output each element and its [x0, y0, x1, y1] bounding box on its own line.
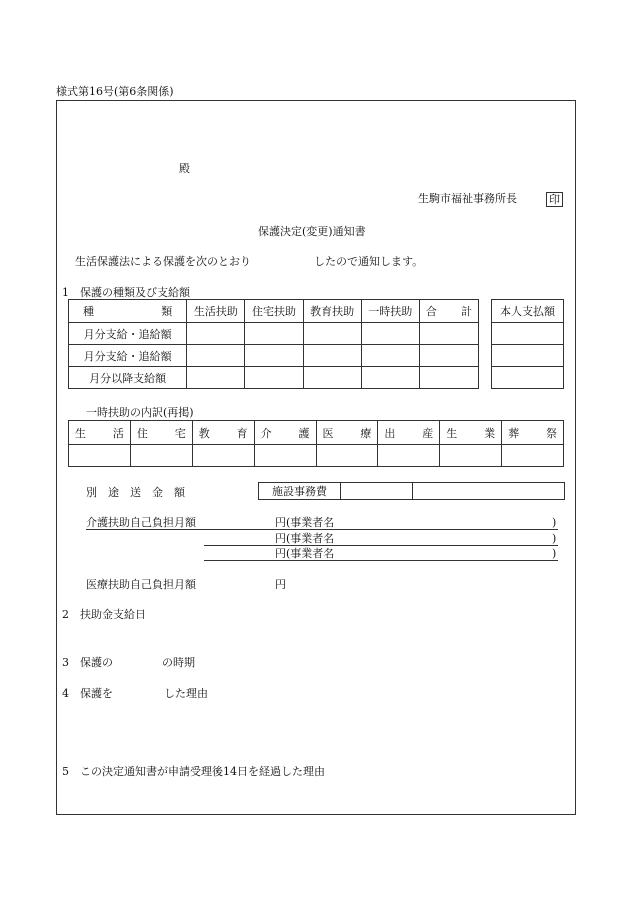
- cell: [419, 345, 478, 367]
- cell: [492, 345, 564, 367]
- seal: 印: [546, 192, 563, 207]
- section5: 5 この決定通知書が申請受理後14日を経過した理由: [62, 765, 325, 778]
- form-number: 様式第16号(第6条関係): [56, 85, 174, 98]
- cell: [245, 367, 303, 389]
- document-title: 保護決定(変更)通知書: [258, 225, 366, 238]
- header-living: 生活扶助: [187, 300, 245, 323]
- header-type: 種 類: [69, 300, 187, 323]
- header-housing: 住宅扶助: [245, 300, 303, 323]
- cell: [419, 367, 478, 389]
- section3-b: の時期: [162, 656, 195, 669]
- medical-copay-label: 医療扶助自己負担月額: [86, 578, 196, 591]
- header-funeral: 葬 祭: [502, 421, 564, 445]
- recipient-suffix: 殿: [179, 162, 190, 175]
- cell: [303, 345, 361, 367]
- cell: [187, 323, 245, 345]
- facility-fee-table: [258, 482, 565, 500]
- care-line-2: 円(事業者名: [275, 532, 335, 545]
- header-total: 合 計: [419, 300, 478, 323]
- cell: [413, 483, 565, 500]
- care-line-2-rule: [204, 545, 558, 546]
- temporary-breakdown-title: 一時扶助の内訳(再掲): [86, 406, 194, 419]
- header-housing: 住 宅: [130, 421, 192, 445]
- cell: [192, 445, 254, 467]
- header-living: 生 活: [69, 421, 131, 445]
- header-education: 教育扶助: [303, 300, 361, 323]
- header-nursing: 介 護: [254, 421, 316, 445]
- cell: [502, 445, 564, 467]
- cell: [440, 445, 502, 467]
- header-medical: 医 療: [316, 421, 378, 445]
- cell: [245, 323, 303, 345]
- care-line-3-rule: [204, 560, 558, 561]
- issuer: 生駒市福祉事務所長: [418, 192, 517, 205]
- row-label: 月分支給・追給額: [69, 323, 187, 345]
- care-line-3-close: ): [552, 547, 557, 560]
- temporary-breakdown-table: [68, 420, 564, 467]
- cell: [492, 323, 564, 345]
- section4-b: した理由: [164, 687, 208, 700]
- care-line-1-close: ): [552, 516, 557, 529]
- cell: [492, 367, 564, 389]
- care-line-2-close: ): [552, 532, 557, 545]
- cell: [130, 445, 192, 467]
- section3-a: 3 保護の: [62, 656, 113, 669]
- row-label: 月分以降支給額: [69, 367, 187, 389]
- cell: [303, 367, 361, 389]
- header-occupation: 生 業: [440, 421, 502, 445]
- cell: [361, 367, 419, 389]
- care-label-underline: [86, 529, 204, 530]
- cell: [69, 445, 131, 467]
- cell: [378, 445, 440, 467]
- header-maternity: 出 産: [378, 421, 440, 445]
- care-line-1: 円(事業者名: [275, 516, 335, 529]
- header-education: 教 育: [192, 421, 254, 445]
- cell: [419, 323, 478, 345]
- cell: [303, 323, 361, 345]
- cell: [361, 345, 419, 367]
- cell: [341, 483, 413, 500]
- seal-mark: [546, 192, 563, 207]
- cell: [361, 323, 419, 345]
- care-copay-label: 介護扶助自己負担月額: [86, 516, 196, 529]
- medical-copay-yen: 円: [275, 578, 286, 591]
- header-temporary: 一時扶助: [361, 300, 419, 323]
- facility-fee-label: 施設事務費: [259, 483, 341, 500]
- personal-payment-table: [491, 299, 564, 389]
- section4-a: 4 保護を: [62, 687, 113, 700]
- row-label: 月分支給・追給額: [69, 345, 187, 367]
- cell: [245, 345, 303, 367]
- cell: [316, 445, 378, 467]
- separate-remittance-label: 別 途 送 金 額: [86, 486, 185, 499]
- intro-text-a: 生活保護法による保護を次のとおり: [75, 255, 251, 268]
- cell: [187, 367, 245, 389]
- cell: [187, 345, 245, 367]
- benefit-table: [68, 299, 479, 389]
- care-line-1-rule: [204, 529, 558, 530]
- header-personal-payment: 本人支払額: [492, 300, 564, 323]
- section2: 2 扶助金支給日: [62, 608, 146, 621]
- section1-title: 1 保護の種類及び支給額: [62, 286, 190, 299]
- cell: [254, 445, 316, 467]
- intro-text-b: したので通知します。: [314, 255, 424, 268]
- care-line-3: 円(事業者名: [275, 547, 335, 560]
